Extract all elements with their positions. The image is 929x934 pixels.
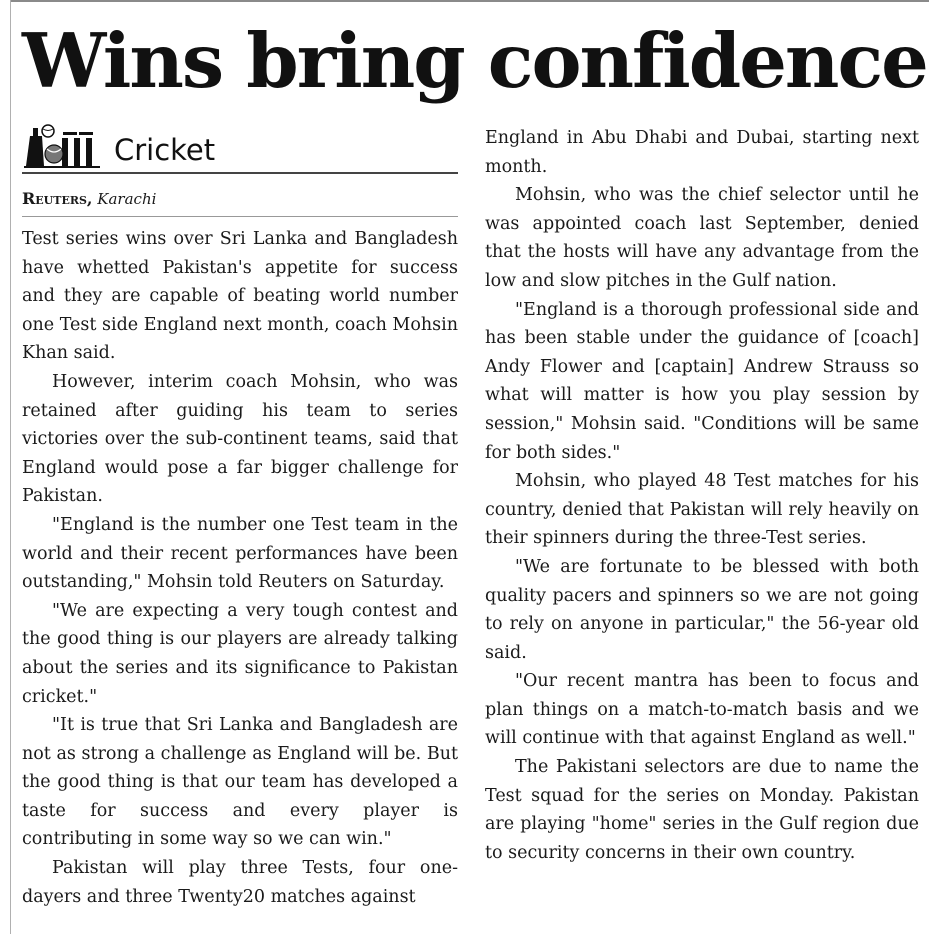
- cricket-logo-icon: [22, 122, 110, 168]
- paragraph: "It is true that Sri Lanka and Bangladesh are not as strong a challenge as England will be. But the good thing is that our team has developed a taste for success and every player is contributing in some way so we can win.": [22, 715, 458, 850]
- paragraph: Mohsin, who played 48 Test matches for his country, denied that Pakistan will rely heavily on their spinners during the three-Test series.: [485, 471, 919, 549]
- paragraph: "We are expecting a very tough contest and the good thing is our players are already talking about the series and its significance to Pakistan cricket.": [22, 600, 458, 707]
- paragraph: However, interim coach Mohsin, who was retained after guiding his team to series victories over the sub-continent teams, said that England would pose a far bigger challenge for Pakistan.: [22, 371, 458, 507]
- byline-rule: [22, 216, 458, 217]
- byline: [22, 190, 458, 208]
- top-rule: [10, 0, 929, 2]
- left-rule: [10, 0, 11, 934]
- paragraph: England in Abu Dhabi and Dubai, starting next month.: [485, 128, 919, 177]
- byline-city: Karachi: [97, 190, 157, 208]
- right-column: [485, 124, 919, 867]
- paragraph: "We are fortunate to be blessed with both quality pacers and spinners so we are not going to rely on anyone in particular," the 56-year old said.: [485, 556, 919, 663]
- paragraph: Mohsin, who was the chief selector until he was appointed coach last September, denied that the hosts will have any advantage from the low and slow pitches in the Gulf nation.: [485, 185, 919, 291]
- section-header: [22, 120, 458, 168]
- paragraph: "Our recent mantra has been to focus and plan things on a match-to-match basis and we will continue with that against England as well.": [485, 671, 919, 749]
- paragraph: The Pakistani selectors are due to name the Test squad for the series on Monday. Pakistan are playing "home" series in the Gulf region due to security concerns in their own country.: [485, 757, 919, 863]
- left-column: [22, 120, 458, 911]
- headline: Wins bring confidence: [22, 17, 927, 105]
- paragraph: Pakistan will play three Tests, four one-dayers and three Twenty20 matches against: [22, 858, 458, 907]
- paragraph: Test series wins over Sri Lanka and Bangladesh have whetted Pakistan's appetite for success and they are capable of beating world number one Test side England next month, coach Mohsin Khan said.: [22, 229, 458, 364]
- paragraph: "England is a thorough professional side and has been stable under the guidance of [coach] Andy Flower and [captain] Andrew Strauss so what will matter is how you play session by session," Mohsin said. "Conditions will be same for both sides.": [485, 299, 919, 463]
- paragraph: "England is the number one Test team in the world and their recent performances have been outstanding," Mohsin told Reuters on Saturday.: [22, 514, 458, 593]
- section-label: Cricket: [114, 133, 216, 167]
- byline-agency: Reuters,: [22, 189, 93, 208]
- section-rule: [22, 172, 458, 174]
